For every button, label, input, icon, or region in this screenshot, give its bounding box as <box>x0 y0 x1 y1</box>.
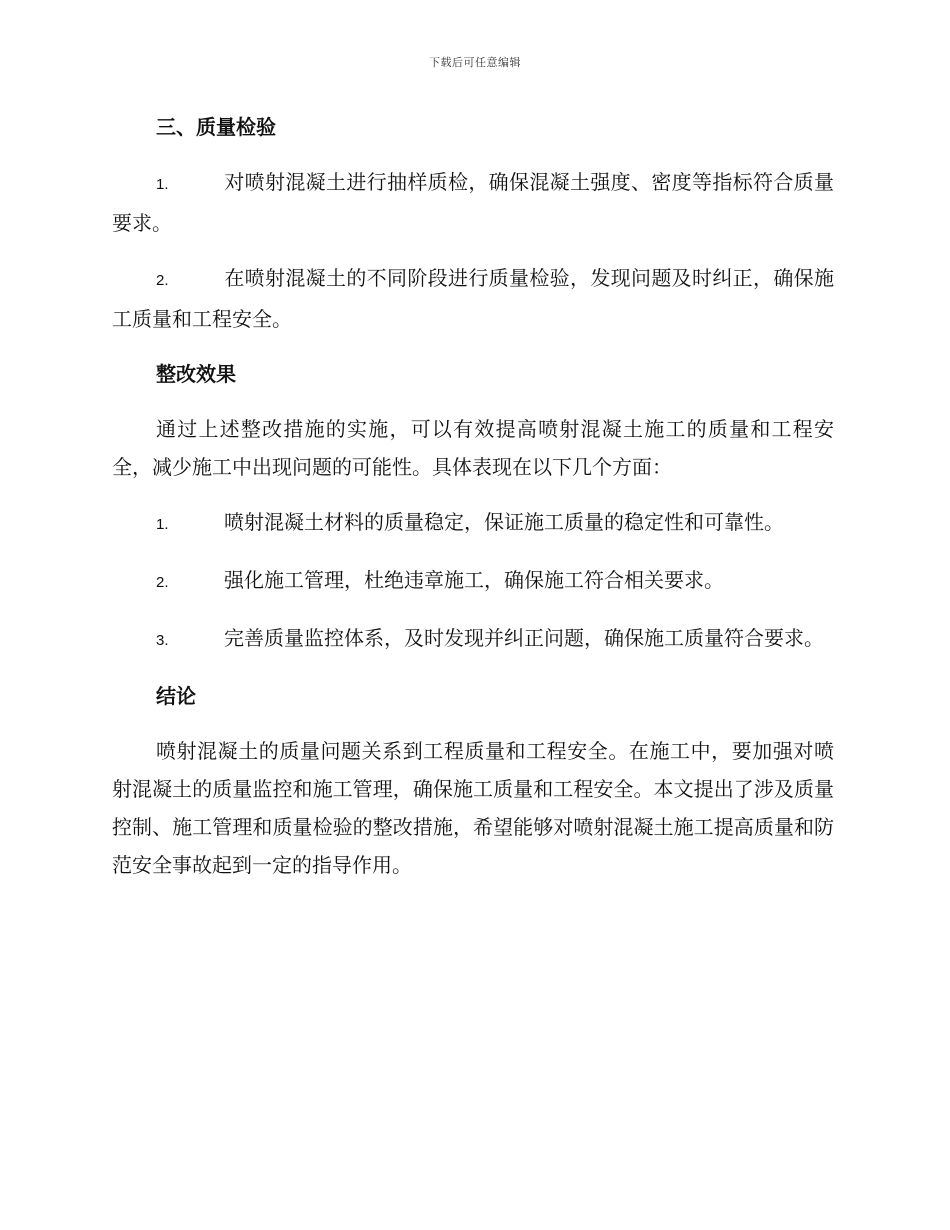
list-item <box>112 561 834 602</box>
document-body <box>112 108 834 901</box>
list-item-text: 强化施工管理，杜绝违章施工，确保施工符合相关要求。 <box>224 568 724 592</box>
list-item-text: 在喷射混凝土的不同阶段进行质量检验，发现问题及时纠正，确保施工质量和工程安全。 <box>112 266 834 331</box>
list-item-number: 1. <box>156 176 169 193</box>
conclusion-paragraph: 喷射混凝土的质量问题关系到工程质量和工程安全。在施工中，要加强对喷射混凝土的质量监控和施工管理，确保施工质量和工程安全。本文提出了涉及质量控制、施工管理和质量检验的整改措施，希望能够对喷射混凝土施工提高质量和防范安全事故起到一定的指导作用。 <box>112 739 834 877</box>
list-item-number: 2. <box>156 272 169 289</box>
effect-intro-paragraph: 通过上述整改措施的实施，可以有效提高喷射混凝土施工的质量和工程安全，减少施工中出现问题的可能性。具体表现在以下几个方面： <box>112 417 834 479</box>
section-heading-effect: 整改效果 <box>156 362 236 386</box>
page-header: 下载后可任意编辑 <box>429 56 521 69</box>
list-item <box>112 619 834 660</box>
list-item <box>112 259 834 338</box>
section-heading-quality-inspection: 三、质量检验 <box>156 115 276 139</box>
list-item-number: 3. <box>156 632 169 649</box>
section-heading-conclusion: 结论 <box>156 684 196 708</box>
list-item <box>112 163 834 242</box>
list-item-text: 对喷射混凝土进行抽样质检，确保混凝土强度、密度等指标符合质量要求。 <box>112 170 834 235</box>
list-item-text: 完善质量监控体系，及时发现并纠正问题，确保施工质量符合要求。 <box>224 626 824 650</box>
list-item-number: 2. <box>156 574 169 591</box>
list-item-number: 1. <box>156 516 169 533</box>
list-item <box>112 503 834 544</box>
list-item-text: 喷射混凝土材料的质量稳定，保证施工质量的稳定性和可靠性。 <box>224 510 784 534</box>
